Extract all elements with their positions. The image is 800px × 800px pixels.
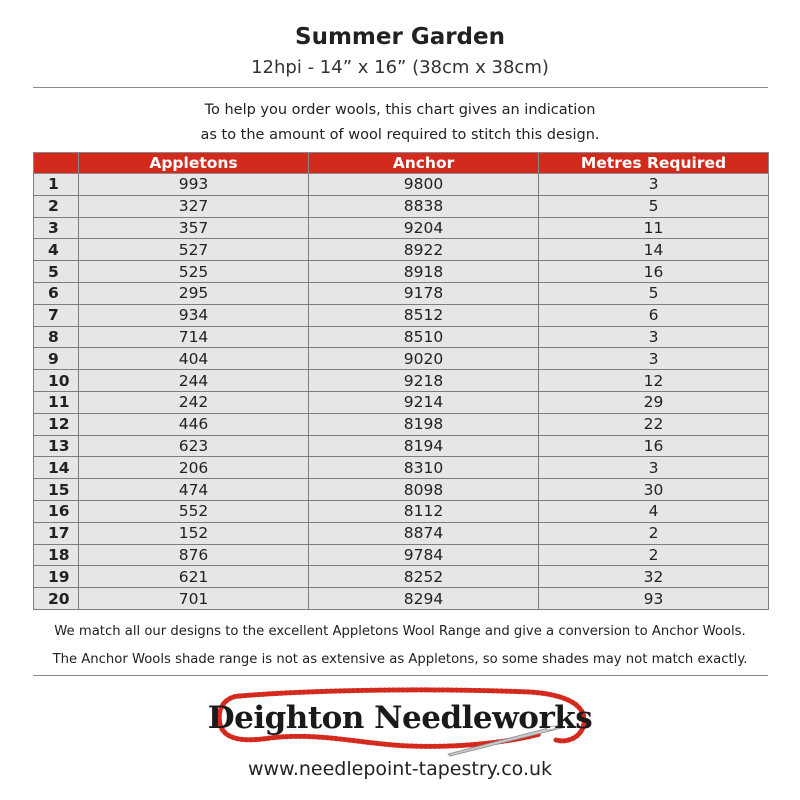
table-row: [34, 479, 769, 501]
anchor-shade: 9800: [309, 174, 539, 196]
metres-required: 16: [539, 435, 769, 457]
website-url[interactable]: www.needlepoint-tapestry.co.uk: [247, 758, 553, 780]
table-row: [34, 217, 769, 239]
anchor-shade: 8194: [309, 435, 539, 457]
table-row: [34, 195, 769, 217]
metres-required: 93: [539, 588, 769, 610]
anchor-shade: 8510: [309, 326, 539, 348]
metres-required: 3: [539, 348, 769, 370]
row-number: 17: [34, 522, 79, 544]
row-number: 20: [34, 588, 79, 610]
anchor-shade: 9204: [309, 217, 539, 239]
anchor-shade: 8112: [309, 500, 539, 522]
top-divider: [33, 87, 768, 88]
appletons-shade: 404: [79, 348, 309, 370]
anchor-shade: 8512: [309, 304, 539, 326]
appletons-shade: 295: [79, 282, 309, 304]
table-row: [34, 282, 769, 304]
intro-text: [0, 98, 800, 148]
row-number: 1: [34, 174, 79, 196]
page-subtitle: 12hpi - 14” x 16” (38cm x 38cm): [251, 57, 549, 78]
anchor-shade: 8838: [309, 195, 539, 217]
appletons-shade: 327: [79, 195, 309, 217]
header-appletons: Appletons: [79, 153, 309, 174]
page-title: Summer Garden: [295, 24, 505, 50]
anchor-shade: 9020: [309, 348, 539, 370]
metres-required: 2: [539, 544, 769, 566]
anchor-shade: 9784: [309, 544, 539, 566]
metres-required: 32: [539, 566, 769, 588]
appletons-shade: 714: [79, 326, 309, 348]
bottom-divider: [33, 675, 768, 676]
row-number: 2: [34, 195, 79, 217]
table-row: [34, 174, 769, 196]
table-row: [34, 326, 769, 348]
appletons-shade: 552: [79, 500, 309, 522]
metres-required: 6: [539, 304, 769, 326]
appletons-shade: 474: [79, 479, 309, 501]
table-row: [34, 522, 769, 544]
table-row: [34, 435, 769, 457]
anchor-shade: 9178: [309, 282, 539, 304]
metres-required: 3: [539, 326, 769, 348]
appletons-shade: 525: [79, 261, 309, 283]
anchor-shade: 8922: [309, 239, 539, 261]
anchor-shade: 9214: [309, 391, 539, 413]
table-header-row: [34, 153, 769, 174]
table-row: [34, 239, 769, 261]
row-number: 12: [34, 413, 79, 435]
appletons-shade: 446: [79, 413, 309, 435]
row-number: 3: [34, 217, 79, 239]
appletons-shade: 623: [79, 435, 309, 457]
row-number: 14: [34, 457, 79, 479]
appletons-shade: 244: [79, 370, 309, 392]
appletons-shade: 206: [79, 457, 309, 479]
metres-required: 3: [539, 174, 769, 196]
metres-required: 16: [539, 261, 769, 283]
anchor-shade: 8918: [309, 261, 539, 283]
appletons-shade: 242: [79, 391, 309, 413]
anchor-shade: 8874: [309, 522, 539, 544]
anchor-shade: 8310: [309, 457, 539, 479]
metres-required: 5: [539, 282, 769, 304]
intro-line-2: as to the amount of wool required to stitch this design.: [200, 127, 600, 143]
appletons-shade: 993: [79, 174, 309, 196]
appletons-shade: 152: [79, 522, 309, 544]
metres-required: 4: [539, 500, 769, 522]
metres-required: 12: [539, 370, 769, 392]
anchor-shade: 8294: [309, 588, 539, 610]
intro-line-1: To help you order wools, this chart gives an indication: [204, 102, 596, 118]
table-row: [34, 261, 769, 283]
row-number: 16: [34, 500, 79, 522]
appletons-shade: 621: [79, 566, 309, 588]
metres-required: 3: [539, 457, 769, 479]
table-row: [34, 544, 769, 566]
table-row: [34, 457, 769, 479]
appletons-shade: 934: [79, 304, 309, 326]
row-number: 15: [34, 479, 79, 501]
metres-required: 2: [539, 522, 769, 544]
appletons-shade: 527: [79, 239, 309, 261]
table-row: [34, 500, 769, 522]
row-number: 8: [34, 326, 79, 348]
metres-required: 14: [539, 239, 769, 261]
table-row: [34, 370, 769, 392]
table-row: [34, 588, 769, 610]
table-row: [34, 413, 769, 435]
header-anchor: Anchor: [309, 153, 539, 174]
row-number: 7: [34, 304, 79, 326]
row-number: 9: [34, 348, 79, 370]
row-number: 11: [34, 391, 79, 413]
table-row: [34, 348, 769, 370]
table-row: [34, 566, 769, 588]
anchor-shade: 8252: [309, 566, 539, 588]
table-row: [34, 391, 769, 413]
row-number: 13: [34, 435, 79, 457]
metres-required: 11: [539, 217, 769, 239]
appletons-shade: 357: [79, 217, 309, 239]
table-body: [34, 174, 769, 610]
anchor-shade: 8198: [309, 413, 539, 435]
note-appletons-match: We match all our designs to the excellent Appletons Wool Range and give a conversion to Anchor Wools.: [54, 624, 746, 639]
row-number: 4: [34, 239, 79, 261]
metres-required: 30: [539, 479, 769, 501]
row-number: 18: [34, 544, 79, 566]
row-number: 6: [34, 282, 79, 304]
note-anchor-range: The Anchor Wools shade range is not as extensive as Appletons, so some shades may not match exactly.: [52, 652, 748, 667]
anchor-shade: 8098: [309, 479, 539, 501]
header-metres-required: Metres Required: [539, 153, 769, 174]
appletons-shade: 701: [79, 588, 309, 610]
metres-required: 5: [539, 195, 769, 217]
row-number: 19: [34, 566, 79, 588]
anchor-shade: 9218: [309, 370, 539, 392]
table-row: [34, 304, 769, 326]
metres-required: 29: [539, 391, 769, 413]
row-number: 5: [34, 261, 79, 283]
metres-required: 22: [539, 413, 769, 435]
logo-wordmark: Deighton Needleworks: [207, 700, 593, 736]
row-number: 10: [34, 370, 79, 392]
header-index: [34, 153, 79, 174]
wool-table: [33, 152, 769, 610]
appletons-shade: 876: [79, 544, 309, 566]
